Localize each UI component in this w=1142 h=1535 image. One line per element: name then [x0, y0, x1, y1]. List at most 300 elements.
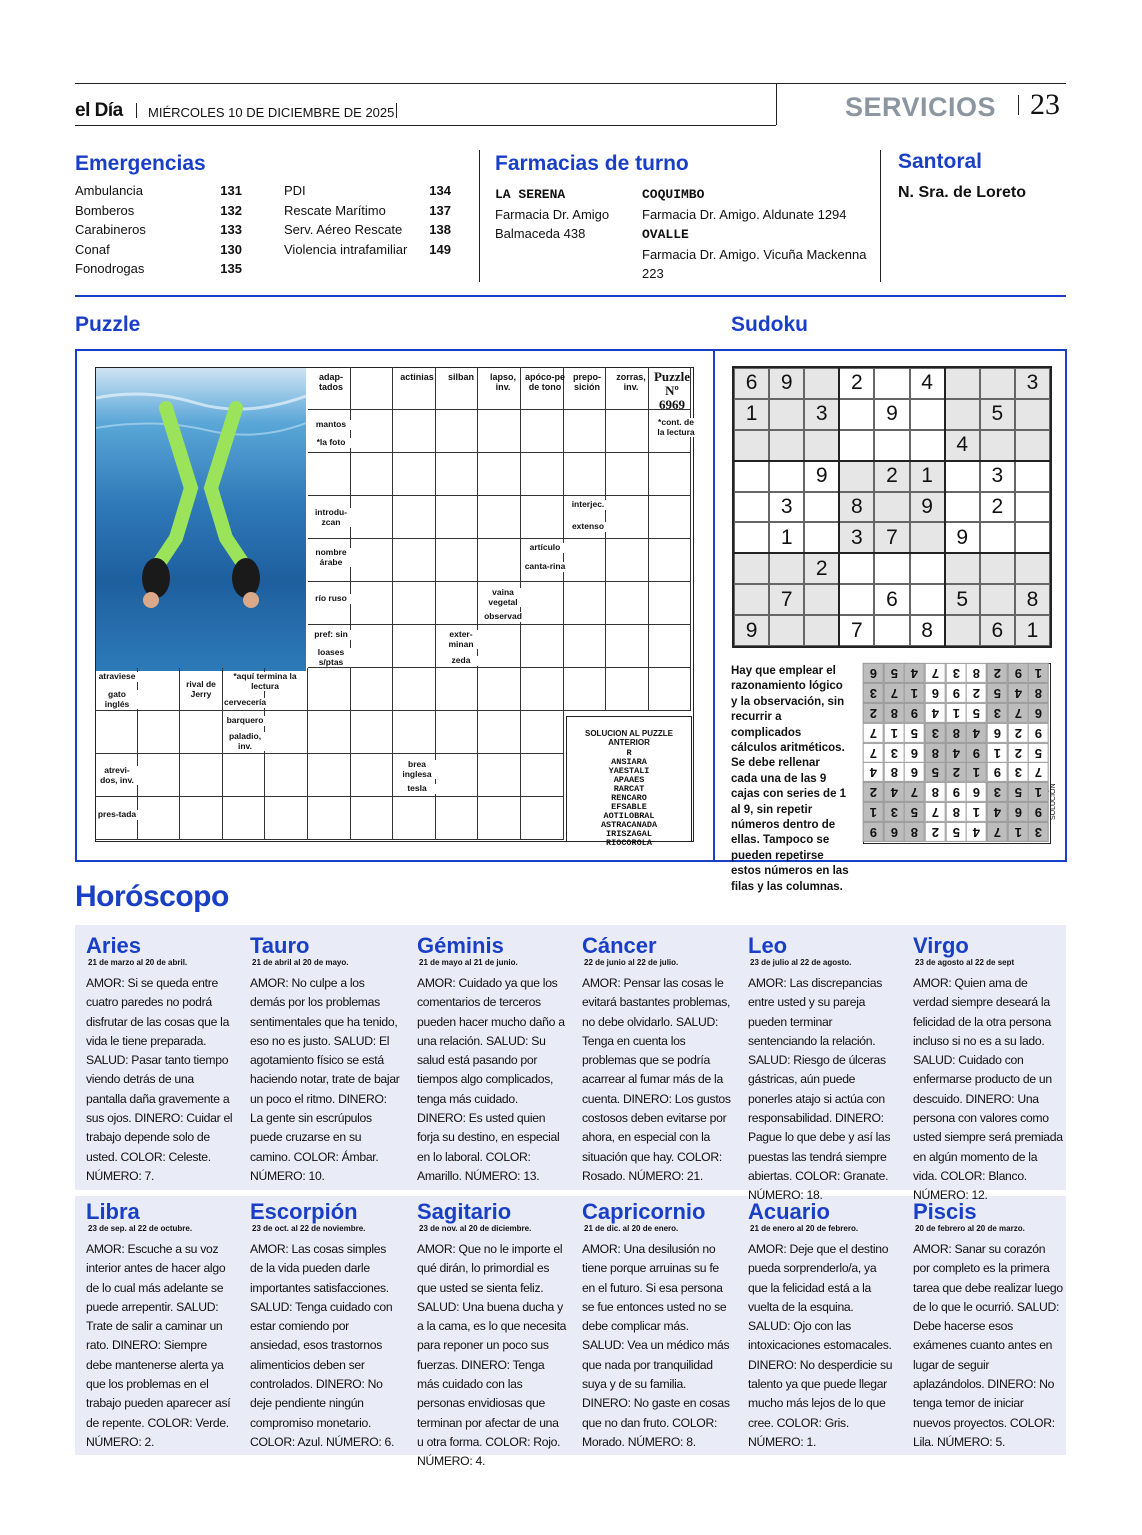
- sudoku-solution-cell: 7: [925, 663, 946, 683]
- crossword-cell[interactable]: [649, 496, 692, 539]
- crossword-cell[interactable]: [265, 711, 308, 754]
- emergency-name: Ambulancia: [75, 183, 143, 198]
- sudoku-solution-cell: 7: [863, 723, 884, 743]
- sudoku-cell[interactable]: [1015, 522, 1050, 553]
- sign-dates: 21 de marzo al 20 de abril.: [88, 958, 188, 967]
- horoscope-sign-acuario: [748, 1200, 898, 1452]
- sign-name: Aries: [86, 933, 142, 958]
- crossword-cell[interactable]: [521, 410, 564, 453]
- horoscope-sign-virgo: [913, 934, 1063, 1206]
- horoscope-sign-aries: [86, 934, 236, 1186]
- crossword-cell[interactable]: [393, 496, 436, 539]
- sudoku-cell[interactable]: [874, 615, 909, 646]
- crossword-clue: exter-minan: [440, 630, 482, 649]
- crossword-cell[interactable]: [308, 797, 351, 840]
- sudoku-cell[interactable]: 7: [874, 522, 909, 553]
- sudoku-cell[interactable]: 9: [874, 399, 909, 430]
- puzzle-number-label: Puzzle Nº 6969: [653, 369, 691, 412]
- issue-date: MIÉRCOLES 10 DE DICIEMBRE DE 2025: [148, 105, 395, 120]
- sudoku-box-line: [734, 552, 1050, 554]
- sudoku-cell[interactable]: 4: [910, 368, 945, 399]
- crossword-cell[interactable]: [265, 754, 308, 797]
- crossword-cell[interactable]: [478, 668, 521, 711]
- sudoku-cell[interactable]: 9: [769, 368, 804, 399]
- sudoku-cell[interactable]: [804, 492, 839, 523]
- crossword-cell[interactable]: [351, 453, 394, 496]
- sudoku-cell[interactable]: 9: [945, 522, 980, 553]
- crossword-clue: silban: [447, 372, 474, 382]
- crossword-cell[interactable]: [436, 496, 479, 539]
- sudoku-solution-cell: 4: [925, 703, 946, 723]
- crossword-cell[interactable]: [521, 711, 564, 754]
- emergency-number: 137: [429, 202, 451, 218]
- crossword-cell[interactable]: [606, 582, 649, 625]
- sudoku-cell[interactable]: 1: [769, 522, 804, 553]
- sudoku-cell[interactable]: [769, 430, 804, 461]
- sudoku-solution-cell: 2: [1008, 743, 1029, 763]
- crossword-cell[interactable]: [606, 668, 649, 711]
- sudoku-solution-cell: 4: [987, 802, 1008, 822]
- crossword-cell[interactable]: [351, 625, 394, 668]
- farmacia-la-serena: [495, 184, 635, 244]
- sudoku-solution-cell: 6: [884, 822, 905, 842]
- sudoku-title: Sudoku: [731, 313, 808, 336]
- sudoku-cell[interactable]: [910, 399, 945, 430]
- horoscope-sign-piscis: [913, 1200, 1063, 1452]
- emergency-number: 138: [429, 222, 451, 237]
- puzzle-solution-row: AOTILOBRAL: [603, 811, 655, 821]
- sudoku-cell[interactable]: [1015, 399, 1050, 430]
- puzzle-solution-row: EFSABLE: [611, 802, 647, 812]
- sudoku-cell[interactable]: [734, 492, 769, 523]
- crossword-cell[interactable]: [393, 797, 436, 840]
- sudoku-cell[interactable]: 8: [839, 492, 874, 523]
- crossword-cell[interactable]: [606, 539, 649, 582]
- sign-text: AMOR: Deje que el destino pueda sorprenderlo/a, ya que la felicidad está a la vuelta de la esquina. SALUD: Ojo con las intoxicaciones estomacales. DINERO: No desperdicie su talento ya que puede llegar mucho más lejos de lo que cree. COLOR: Gris. NÚMERO: 1.: [748, 1242, 893, 1449]
- crossword-clue: atraviese: [96, 672, 138, 682]
- sign-text: AMOR: No culpe a los demás por los problemas sentimentales que ha tenido, eso no es justo. SALUD: El agotamiento físico se está haciendo notar, trate de bajar un poco el ritmo. DINERO: La gente sin escrúpulos puede cruzarse en su camino. COLOR: Ámbar. NÚMERO: 10.: [250, 976, 400, 1183]
- sudoku-box-line: [734, 460, 1050, 462]
- sudoku-cell[interactable]: [945, 399, 980, 430]
- crossword-cell[interactable]: [351, 496, 394, 539]
- crossword-clue: loases s/ptas: [310, 648, 352, 667]
- sudoku-cell[interactable]: 7: [839, 615, 874, 646]
- sudoku-solution-cell: 8: [946, 723, 967, 743]
- crossword-cell[interactable]: [223, 754, 266, 797]
- crossword-cell[interactable]: [393, 711, 436, 754]
- swimmers-photo: [96, 368, 306, 671]
- sudoku-cell[interactable]: [874, 430, 909, 461]
- crossword-cell[interactable]: [564, 582, 607, 625]
- sudoku-cell[interactable]: [839, 584, 874, 615]
- crossword-cell[interactable]: [180, 797, 223, 840]
- crossword-cell[interactable]: [564, 625, 607, 668]
- emergency-name: Fonodrogas: [75, 261, 145, 276]
- sudoku-cell[interactable]: [874, 368, 909, 399]
- sudoku-cell[interactable]: 2: [839, 368, 874, 399]
- sudoku-cell[interactable]: 1: [734, 399, 769, 430]
- sudoku-solution-cell: 8: [884, 703, 905, 723]
- sign-dates: 21 de mayo al 21 de junio.: [419, 958, 518, 967]
- sudoku-cell[interactable]: 8: [1015, 584, 1050, 615]
- crossword-clue: apóco-pe de tono: [524, 372, 565, 392]
- sign-name: Géminis: [417, 933, 504, 958]
- emergency-number: 131: [220, 183, 242, 198]
- section-title: SERVICIOS: [845, 92, 997, 122]
- crossword-cell[interactable]: [138, 711, 181, 754]
- crossword-cell[interactable]: [521, 668, 564, 711]
- horoscope-sign-capricornio: [582, 1200, 732, 1452]
- sudoku-cell[interactable]: 1: [910, 461, 945, 492]
- sudoku-cell[interactable]: [910, 430, 945, 461]
- sign-text: AMOR: Quien ama de verdad siempre deseará la felicidad de la otra persona incluso si no es a su lado. SALUD: Cuidado con enfermarse producto de un descuido. DINERO: Una persona con valores como usted siempre será premiada en algún momento de la vida. COLOR: Blanco. NÚMERO: 12.: [913, 976, 1063, 1203]
- crossword-cell[interactable]: [138, 668, 181, 711]
- crossword-clue: zorras, inv.: [616, 372, 646, 392]
- sudoku-cell[interactable]: [769, 553, 804, 584]
- header-top-rule: [75, 83, 1066, 84]
- header-bottom-rule: [75, 125, 776, 126]
- puzzle-solution-row: IRISZAGAL: [606, 829, 652, 839]
- crossword-cell[interactable]: [564, 453, 607, 496]
- farmacia-name: Farmacia Dr. Amigo: [495, 206, 610, 222]
- crossword-cell[interactable]: [478, 797, 521, 840]
- crossword-clue: interjec.: [567, 500, 609, 510]
- sudoku-solution-cell: 7: [863, 743, 884, 763]
- sudoku-cell[interactable]: [734, 553, 769, 584]
- sign-dates: 23 de sep. al 22 de octubre.: [88, 1224, 193, 1233]
- sudoku-solution-cell: 9: [987, 762, 1008, 782]
- crossword-cell[interactable]: [351, 410, 394, 453]
- sudoku-solution-cell: 4: [863, 762, 884, 782]
- sudoku-cell[interactable]: [804, 430, 839, 461]
- crossword-cell[interactable]: [606, 410, 649, 453]
- crossword-cell[interactable]: [351, 711, 394, 754]
- sign-dates: 23 de julio al 22 de agosto.: [750, 958, 852, 967]
- sudoku-box-line: [838, 368, 840, 646]
- sudoku-cell[interactable]: 3: [769, 492, 804, 523]
- crossword-cell[interactable]: [436, 797, 479, 840]
- crossword-clue: barquero: [224, 716, 266, 726]
- crossword-cell[interactable]: [95, 711, 138, 754]
- crossword-cell[interactable]: [649, 668, 692, 711]
- sudoku-solution-cell: 6: [987, 723, 1008, 743]
- crossword-cell[interactable]: [436, 410, 479, 453]
- sudoku-cell[interactable]: [980, 553, 1015, 584]
- sudoku-cell[interactable]: [734, 584, 769, 615]
- sudoku-cell[interactable]: [839, 461, 874, 492]
- sudoku-solution-cell: 6: [966, 782, 987, 802]
- emergency-name: Rescate Marítimo: [284, 202, 386, 218]
- crossword-cell[interactable]: [138, 797, 181, 840]
- crossword-clue: vaina vegetal: [482, 588, 524, 607]
- sudoku-cell[interactable]: [804, 584, 839, 615]
- sudoku-cell[interactable]: 7: [769, 584, 804, 615]
- sudoku-solution-cell: 9: [1008, 663, 1029, 683]
- sudoku-solution-cell: 1: [863, 802, 884, 822]
- sudoku-solution-cell: 1: [987, 743, 1008, 763]
- crossword-cell[interactable]: [436, 582, 479, 625]
- crossword-clue: *cont. de la lectura: [655, 418, 697, 437]
- sudoku-cell[interactable]: [874, 553, 909, 584]
- crossword-cell[interactable]: [351, 797, 394, 840]
- crossword-cell[interactable]: [351, 539, 394, 582]
- sudoku-solution-cell: 3: [946, 663, 967, 683]
- crossword-clue: zeda: [440, 656, 482, 666]
- puzzle-solution-grid: [567, 749, 691, 848]
- sudoku-solution-cell: 7: [1028, 762, 1049, 782]
- sudoku-cell[interactable]: [945, 461, 980, 492]
- crossword-cell[interactable]: [436, 668, 479, 711]
- sudoku-cell[interactable]: 9: [804, 461, 839, 492]
- crossword-cell[interactable]: [564, 539, 607, 582]
- sudoku-cell[interactable]: 4: [945, 430, 980, 461]
- sudoku-solution-cell: 7: [925, 802, 946, 822]
- sudoku-cell[interactable]: [839, 399, 874, 430]
- sudoku-solution-cell: 7: [987, 822, 1008, 842]
- sudoku-cell[interactable]: [945, 368, 980, 399]
- sign-name: Acuario: [748, 1199, 830, 1224]
- sudoku-cell[interactable]: [910, 553, 945, 584]
- crossword-cell[interactable]: [351, 367, 394, 410]
- sudoku-solution-cell: 1: [946, 703, 967, 723]
- sudoku-cell[interactable]: [945, 615, 980, 646]
- sudoku-cell[interactable]: [734, 461, 769, 492]
- sudoku-cell[interactable]: 5: [945, 584, 980, 615]
- sudoku-cell[interactable]: 2: [804, 553, 839, 584]
- crossword-cell[interactable]: [478, 539, 521, 582]
- crossword-cell[interactable]: [478, 453, 521, 496]
- sudoku-cell[interactable]: 3: [1015, 368, 1050, 399]
- sudoku-cell[interactable]: 2: [980, 492, 1015, 523]
- city-label: COQUIMBO: [642, 187, 705, 202]
- sudoku-cell[interactable]: [874, 492, 909, 523]
- sudoku-cell[interactable]: 6: [980, 615, 1015, 646]
- puzzle-solution-row: ASTRACANADA: [600, 820, 658, 830]
- sudoku-cell[interactable]: 8: [910, 615, 945, 646]
- header-divider: [136, 103, 137, 118]
- crossword-cell[interactable]: [521, 582, 564, 625]
- crossword-cell[interactable]: [351, 754, 394, 797]
- crossword-cell[interactable]: [393, 539, 436, 582]
- crossword-clue: gato inglés: [96, 690, 138, 709]
- crossword-cell[interactable]: [308, 668, 351, 711]
- sudoku-solution-cell: 4: [884, 782, 905, 802]
- crossword-clue: canta-rina: [524, 561, 566, 571]
- crossword-cell[interactable]: [478, 410, 521, 453]
- sudoku-cell[interactable]: 5: [980, 399, 1015, 430]
- sudoku-cell[interactable]: [804, 368, 839, 399]
- emergency-row: [75, 203, 242, 218]
- sudoku-cell[interactable]: 9: [910, 492, 945, 523]
- crossword-cell[interactable]: [351, 668, 394, 711]
- crossword-clue: pres-tada: [97, 809, 137, 819]
- sign-name: Sagitario: [417, 1199, 512, 1224]
- sudoku-cell[interactable]: [980, 584, 1015, 615]
- city-label: OVALLE: [642, 227, 689, 242]
- crossword-cell[interactable]: [393, 410, 436, 453]
- emergency-number: 133: [220, 222, 242, 237]
- sudoku-solution-cell: 7: [904, 782, 925, 802]
- header-divider: [776, 84, 777, 125]
- sudoku-solution-cell: 9: [1028, 802, 1049, 822]
- sudoku-cell[interactable]: [839, 553, 874, 584]
- sudoku-cell[interactable]: [980, 430, 1015, 461]
- column-divider: [479, 150, 480, 282]
- sudoku-solution-cell: 3: [884, 743, 905, 763]
- crossword-cell[interactable]: [393, 582, 436, 625]
- sudoku-solution-cell: 6: [925, 683, 946, 703]
- crossword-cell[interactable]: [478, 496, 521, 539]
- crossword-clue: brea inglesa: [396, 760, 438, 779]
- sudoku-cell[interactable]: [945, 492, 980, 523]
- crossword-cell[interactable]: [606, 453, 649, 496]
- sudoku-solution-cell: 1: [1028, 663, 1049, 683]
- farmacia-coquimbo-ovalle: [642, 184, 872, 284]
- sudoku-solution-cell: 4: [1008, 683, 1029, 703]
- crossword-cell[interactable]: [436, 453, 479, 496]
- crossword-cell[interactable]: [521, 496, 564, 539]
- section-rule: [75, 295, 1066, 297]
- sudoku-solution-cell: 5: [987, 683, 1008, 703]
- sudoku-cell[interactable]: 9: [734, 615, 769, 646]
- sudoku-solution-cell: 8: [904, 822, 925, 842]
- crossword-cell[interactable]: [521, 453, 564, 496]
- sudoku-solution-cell: 1: [966, 762, 987, 782]
- crossword-cell[interactable]: [649, 453, 692, 496]
- sudoku-solution-cell: 9: [946, 683, 967, 703]
- crossword-clue: prepo-sición: [573, 372, 601, 392]
- crossword-clue: río ruso: [310, 594, 352, 604]
- sudoku-solution-cell: 2: [946, 762, 967, 782]
- crossword-clue: paladio, inv.: [224, 732, 266, 751]
- sudoku-cell[interactable]: 6: [874, 584, 909, 615]
- sign-dates: 21 de enero al 20 de febrero.: [750, 1224, 859, 1233]
- sudoku-cell[interactable]: [734, 430, 769, 461]
- emergency-number: 132: [220, 202, 242, 218]
- emergency-number: 149: [429, 241, 451, 257]
- crossword-cell[interactable]: [436, 539, 479, 582]
- sudoku-cell[interactable]: [945, 553, 980, 584]
- crossword-cell[interactable]: [478, 625, 521, 668]
- crossword-clue: atrevi-dos, inv.: [96, 766, 138, 785]
- sudoku-solution-cell: 3: [1028, 822, 1049, 842]
- sudoku-cell[interactable]: [769, 399, 804, 430]
- santoral-title: Santoral: [898, 150, 983, 173]
- sudoku-solution-cell: 2: [1008, 723, 1029, 743]
- sudoku-solution-cell: 4: [904, 663, 925, 683]
- crossword-cell[interactable]: [649, 539, 692, 582]
- sudoku-cell[interactable]: 1: [1015, 615, 1050, 646]
- sudoku-solution-cell: 5: [904, 802, 925, 822]
- sudoku-cell[interactable]: [804, 615, 839, 646]
- emergency-row: [75, 242, 242, 257]
- sudoku-cell[interactable]: [839, 430, 874, 461]
- emergency-name: Serv. Aéreo Rescate: [284, 222, 403, 237]
- sudoku-cell[interactable]: 3: [804, 399, 839, 430]
- sudoku-cell[interactable]: [910, 522, 945, 553]
- sudoku-cell[interactable]: 6: [734, 368, 769, 399]
- emergency-number: 134: [429, 183, 451, 198]
- crossword-cell[interactable]: [478, 711, 521, 754]
- sign-text: AMOR: Una desilusión no tiene porque arruinas su fe en el futuro. Si esa persona se fue entonces usted no se debe complicar más. SALUD: Vea un médico más que nada por tranquilidad suya y de su familia. DINERO: No gaste en cosas que no dan fruto. COLOR: Morado. NÚMERO: 8.: [582, 1242, 730, 1449]
- sudoku-solution-cell: 3: [1008, 762, 1029, 782]
- sudoku-cell[interactable]: [1015, 430, 1050, 461]
- crossword-cell[interactable]: [308, 711, 351, 754]
- santoral-saint: N. Sra. de Loreto: [898, 184, 1027, 201]
- sudoku-cell[interactable]: [1015, 553, 1050, 584]
- sudoku-cell[interactable]: [734, 522, 769, 553]
- sudoku-cell[interactable]: 2: [874, 461, 909, 492]
- sudoku-cell[interactable]: [1015, 461, 1050, 492]
- crossword-cell[interactable]: [478, 754, 521, 797]
- sudoku-solution-cell: 5: [925, 762, 946, 782]
- sudoku-cell[interactable]: [769, 461, 804, 492]
- sudoku-cell[interactable]: 3: [839, 522, 874, 553]
- sudoku-cell[interactable]: [980, 522, 1015, 553]
- sudoku-cell[interactable]: [769, 615, 804, 646]
- sudoku-cell[interactable]: [1015, 492, 1050, 523]
- sudoku-solution-cell: 1: [1028, 782, 1049, 802]
- horoscope-sign-tauro: [250, 934, 400, 1186]
- crossword-cell[interactable]: [564, 668, 607, 711]
- crossword-cell[interactable]: [606, 496, 649, 539]
- crossword-cell[interactable]: [265, 797, 308, 840]
- sudoku-solution-cell: 4: [966, 822, 987, 842]
- crossword-cell[interactable]: [138, 754, 181, 797]
- sign-text: AMOR: Que no le importe el qué dirán, lo primordial es que usted se sienta feliz. SALUD: Una buena ducha y a la cama, es lo que necesita para reponer un poco sus fuerzas. DINERO: Tenga más cuidado con las personas envidiosas que terminan por afectar de una u otra forma. COLOR: Rojo. NÚMERO: 4.: [417, 1242, 567, 1469]
- sign-text: AMOR: Si se queda entre cuatro paredes no podrá disfrutar de las cosas que la vida le tiene preparada. SALUD: Pasar tanto tiempo viendo detrás de una pantalla daña gravemente a sus ojos. DINERO: Cuidar el trabajo depende solo de usted. COLOR: Celeste. NÚMERO: 7.: [86, 976, 233, 1183]
- sudoku-solution-cell: 5: [1008, 782, 1029, 802]
- crossword-cell[interactable]: [564, 410, 607, 453]
- sign-text: AMOR: Las cosas simples de la vida pueden darle importantes satisfacciones. SALUD: Tenga cuidado con estar comiendo por ansiedad, esos trastornos alimenticios deben ser controlados. DINERO: No deje pendiente ningún compromiso monetario. COLOR: Azul. NÚMERO: 6.: [250, 1242, 395, 1449]
- crossword-cell[interactable]: [351, 582, 394, 625]
- emergency-row: [75, 261, 242, 276]
- sudoku-cell[interactable]: [804, 522, 839, 553]
- crossword-cell[interactable]: [606, 625, 649, 668]
- crossword-cell[interactable]: [223, 797, 266, 840]
- crossword-cell[interactable]: [521, 754, 564, 797]
- sudoku-cell[interactable]: [980, 368, 1015, 399]
- crossword-cell[interactable]: [649, 582, 692, 625]
- crossword-cell[interactable]: [521, 625, 564, 668]
- crossword-clue: mantos: [310, 420, 352, 430]
- sudoku-solution-cell: 8: [966, 663, 987, 683]
- crossword-cell[interactable]: [649, 625, 692, 668]
- crossword-cell[interactable]: [308, 453, 351, 496]
- crossword-clue: lapso, inv.: [489, 372, 516, 392]
- emergency-number: 130: [220, 241, 242, 257]
- games-divider: [713, 351, 715, 860]
- crossword-clue: adap-tados: [318, 372, 343, 392]
- sudoku-solution-cell: 5: [966, 703, 987, 723]
- crossword-cell[interactable]: [180, 711, 223, 754]
- crossword-cell[interactable]: [521, 797, 564, 840]
- horoscope-sign-sagitario: [417, 1200, 567, 1472]
- crossword-cell[interactable]: [393, 668, 436, 711]
- sudoku-cell[interactable]: [910, 584, 945, 615]
- crossword-cell[interactable]: [180, 754, 223, 797]
- crossword-cell[interactable]: [393, 453, 436, 496]
- crossword-cell[interactable]: [436, 711, 479, 754]
- crossword-cell[interactable]: [393, 625, 436, 668]
- crossword-clue: *aquí termina la lectura: [224, 672, 306, 691]
- sudoku-cell[interactable]: 3: [980, 461, 1015, 492]
- crossword-cell[interactable]: [436, 754, 479, 797]
- puzzle-solution-row: RIOCOROLA: [606, 838, 652, 848]
- sudoku-solution-cell: 3: [863, 683, 884, 703]
- crossword-cell[interactable]: [308, 754, 351, 797]
- crossword-cell[interactable]: [308, 582, 351, 625]
